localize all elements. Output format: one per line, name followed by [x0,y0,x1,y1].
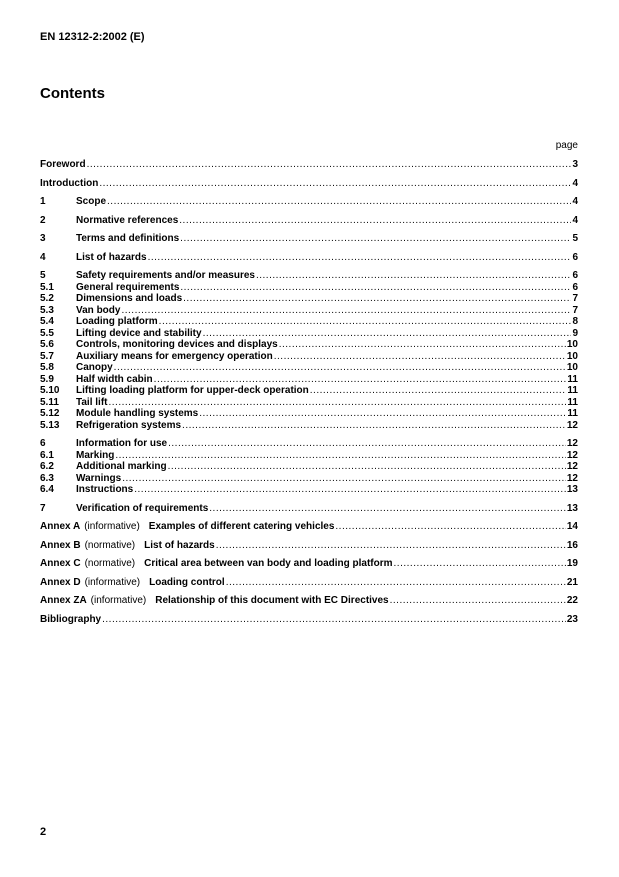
toc-entry-title: Scope [76,196,107,207]
toc-dot-leader [199,408,566,420]
toc-entry [40,385,578,397]
toc-entry [40,521,578,533]
toc-dot-leader [183,293,571,305]
toc-entry [40,159,578,171]
toc-entry-title: Additional marking [76,461,167,472]
toc-annex-label: Annex C [40,558,81,569]
toc-entry-page: 9 [572,327,578,339]
toc-annex-qualifier: (normative) [84,539,136,551]
toc-entry-page: 12 [566,461,578,472]
toc-dot-leader [256,270,571,282]
toc-entry-title: Instructions [76,484,134,495]
page-column-label: page [555,140,578,151]
toc-dot-leader [226,577,566,589]
toc-dot-leader [179,215,571,227]
toc-entry-page: 11 [567,385,578,396]
toc-entry-title: Information for use [76,438,168,449]
toc-entry [40,328,578,340]
toc-entry-page: 5 [572,233,578,244]
toc-entry-page: 21 [566,576,578,588]
toc-entry-title: Examples of different catering vehicles [148,521,335,532]
toc-entry-page: 6 [572,270,578,281]
toc-entry [40,408,578,420]
toc-dot-leader [390,595,566,607]
toc-entry-page: 4 [572,177,578,189]
toc-entry [40,595,578,607]
toc-entry-page: 10 [566,339,578,350]
toc-entry [40,461,578,473]
toc-entry [40,503,578,515]
toc-entry-page: 13 [566,484,578,495]
toc-entry-number: 5.5 [40,327,54,339]
toc-dot-leader [154,374,567,386]
toc-entry-number: 5.12 [40,408,60,419]
toc-entry-page: 7 [572,304,578,316]
toc-entry-number: 5.10 [40,385,60,396]
toc-entry [40,305,578,317]
toc-annex-label: Annex A [40,521,81,532]
toc-dot-leader [335,521,565,533]
toc-dot-leader [310,385,567,397]
toc-dot-leader [216,540,566,552]
toc-entry [40,282,578,294]
toc-entry [40,252,578,264]
toc-annex-label: Annex D [40,576,81,588]
toc-entry-page: 13 [566,502,578,514]
toc-dot-leader [180,233,571,245]
toc-entry-title: Auxiliary means for emergency operation [76,350,273,362]
toc-entry-title: Marking [76,449,115,461]
toc-entry-page: 14 [566,521,578,532]
toc-entry-page: 19 [566,558,578,569]
toc-entry-page: 4 [572,196,578,207]
contents-heading: Contents [40,85,105,102]
toc-entry-page: 12 [566,438,578,449]
toc-entry-title: Verification of requirements [76,502,209,514]
toc-dot-leader [182,420,566,432]
toc-entry-number: 6.3 [40,472,54,484]
toc-entry [40,420,578,432]
toc-entry [40,215,578,227]
toc-entry [40,450,578,462]
toc-entry-title: Dimensions and loads [76,293,183,304]
toc-entry [40,438,578,450]
toc-entry [40,374,578,386]
toc-entry [40,351,578,363]
toc-dot-leader [134,484,566,496]
toc-entry-number: 7 [40,502,46,514]
toc-entry-number: 2 [40,214,46,226]
toc-entry [40,558,578,570]
toc-annex-label: Annex ZA [40,595,87,606]
toc-entry-title: Loading platform [76,316,158,327]
toc-entry-number: 6 [40,438,46,449]
toc-entry-number: 5.7 [40,350,54,362]
toc-entry [40,540,578,552]
toc-entry-title: Lifting loading platform for upper-deck operation [76,385,309,396]
toc-dot-leader [99,178,571,190]
toc-entry [40,362,578,374]
toc-entry-page: 6 [572,251,578,263]
toc-dot-leader [148,252,572,264]
toc-annex-qualifier: (informative) [90,595,147,606]
toc-entry-number: 5.13 [40,419,60,431]
toc-entry-title: Normative references [76,214,179,226]
toc-entry-title: Tail lift [76,396,108,408]
toc-entry [40,577,578,589]
toc-dot-leader [87,159,572,171]
toc-entry-number: 6.4 [40,484,54,495]
toc-dot-leader [102,614,566,626]
toc-entry-number: 5.3 [40,304,54,316]
toc-annex-qualifier: (informative) [84,576,141,588]
toc-entry-number: 5.11 [40,396,59,408]
toc-entry-number: 5.4 [40,316,54,327]
toc-dot-leader [203,328,572,340]
toc-entry-page: 7 [572,293,578,304]
toc-entry-title: Loading control [149,576,225,588]
toc-entry-title: Relationship of this document with EC Directives [155,595,389,606]
toc-entry-title: Half width cabin [76,373,153,385]
toc-entry-title: Safety requirements and/or measures [76,270,255,281]
toc-entry-title: Warnings [76,472,122,484]
toc-entry-title: Bibliography [40,613,102,625]
toc-entry-page: 10 [566,362,578,373]
toc-entry-number: 6.1 [40,449,54,461]
toc-entry-number: 1 [40,196,46,207]
footer-page-number: 2 [40,826,47,838]
toc-entry-title: General requirements [76,281,180,293]
toc-entry-page: 12 [566,472,578,484]
toc-dot-leader [115,450,566,462]
toc-entry-number: 5.9 [40,373,54,385]
toc-entry [40,484,578,496]
toc-entry-page: 8 [572,316,578,327]
toc-entry [40,196,578,208]
toc-entry-page: 11 [567,396,578,408]
toc-entry-title: Critical area between van body and loading platform [144,558,393,569]
toc-dot-leader [394,558,566,570]
toc-entry [40,397,578,409]
toc-entry-number: 5 [40,270,46,281]
toc-entry-title: Refrigeration systems [76,419,182,431]
toc-entry [40,316,578,328]
toc-entry-page: 23 [566,613,578,625]
toc-entry [40,473,578,485]
toc-entry-title: List of hazards [76,251,147,263]
toc-entry [40,270,578,282]
toc-entry-page: 16 [566,539,578,551]
toc-entry-page: 10 [566,350,578,362]
toc-entry-number: 4 [40,251,46,263]
toc-entry-title: Foreword [40,159,86,170]
toc-entry-page: 3 [572,159,578,170]
toc-entry-title: Introduction [40,177,99,189]
toc-dot-leader [168,438,566,450]
toc-entry-title: Module handling systems [76,408,199,419]
toc-entry-page: 11 [567,373,578,385]
toc-entry-page: 12 [566,449,578,461]
document-reference: EN 12312-2:2002 (E) [40,31,145,43]
toc-dot-leader [121,305,571,317]
toc-entry-number: 5.8 [40,362,54,373]
toc-entry [40,178,578,190]
toc-dot-leader [108,397,566,409]
toc-entry [40,233,578,245]
toc-dot-leader [114,362,566,374]
toc-entry-page: 22 [566,595,578,606]
toc-entry [40,614,578,626]
toc-annex-label: Annex B [40,539,81,551]
toc-dot-leader [279,339,566,351]
toc-entry [40,293,578,305]
toc-entry-title: List of hazards [144,539,215,551]
toc-entry-title: Controls, monitoring devices and displays [76,339,278,350]
toc-entry-page: 12 [566,419,578,431]
toc-entry-page: 4 [572,214,578,226]
toc-dot-leader [209,503,566,515]
toc-annex-qualifier: (informative) [84,521,140,532]
toc-entry-title: Van body [76,304,121,316]
toc-entry-number: 5.2 [40,293,54,304]
toc-entry-number: 3 [40,233,46,244]
toc-list [40,159,578,625]
toc-entry-title: Terms and definitions [76,233,180,244]
toc-entry-page: 6 [572,281,578,293]
toc-dot-leader [274,351,566,363]
toc-dot-leader [122,473,566,485]
toc-dot-leader [168,461,566,473]
toc-entry-number: 5.6 [40,339,54,350]
toc-entry-title: Lifting device and stability [76,327,202,339]
toc-annex-qualifier: (normative) [84,558,136,569]
toc-dot-leader [159,316,572,328]
toc-entry-page: 11 [567,408,578,419]
toc-dot-leader [180,282,571,294]
toc-dot-leader [107,196,571,208]
toc-entry-number: 6.2 [40,461,54,472]
toc-entry [40,339,578,351]
toc-entry-title: Canopy [76,362,113,373]
toc-entry-number: 5.1 [40,281,54,293]
